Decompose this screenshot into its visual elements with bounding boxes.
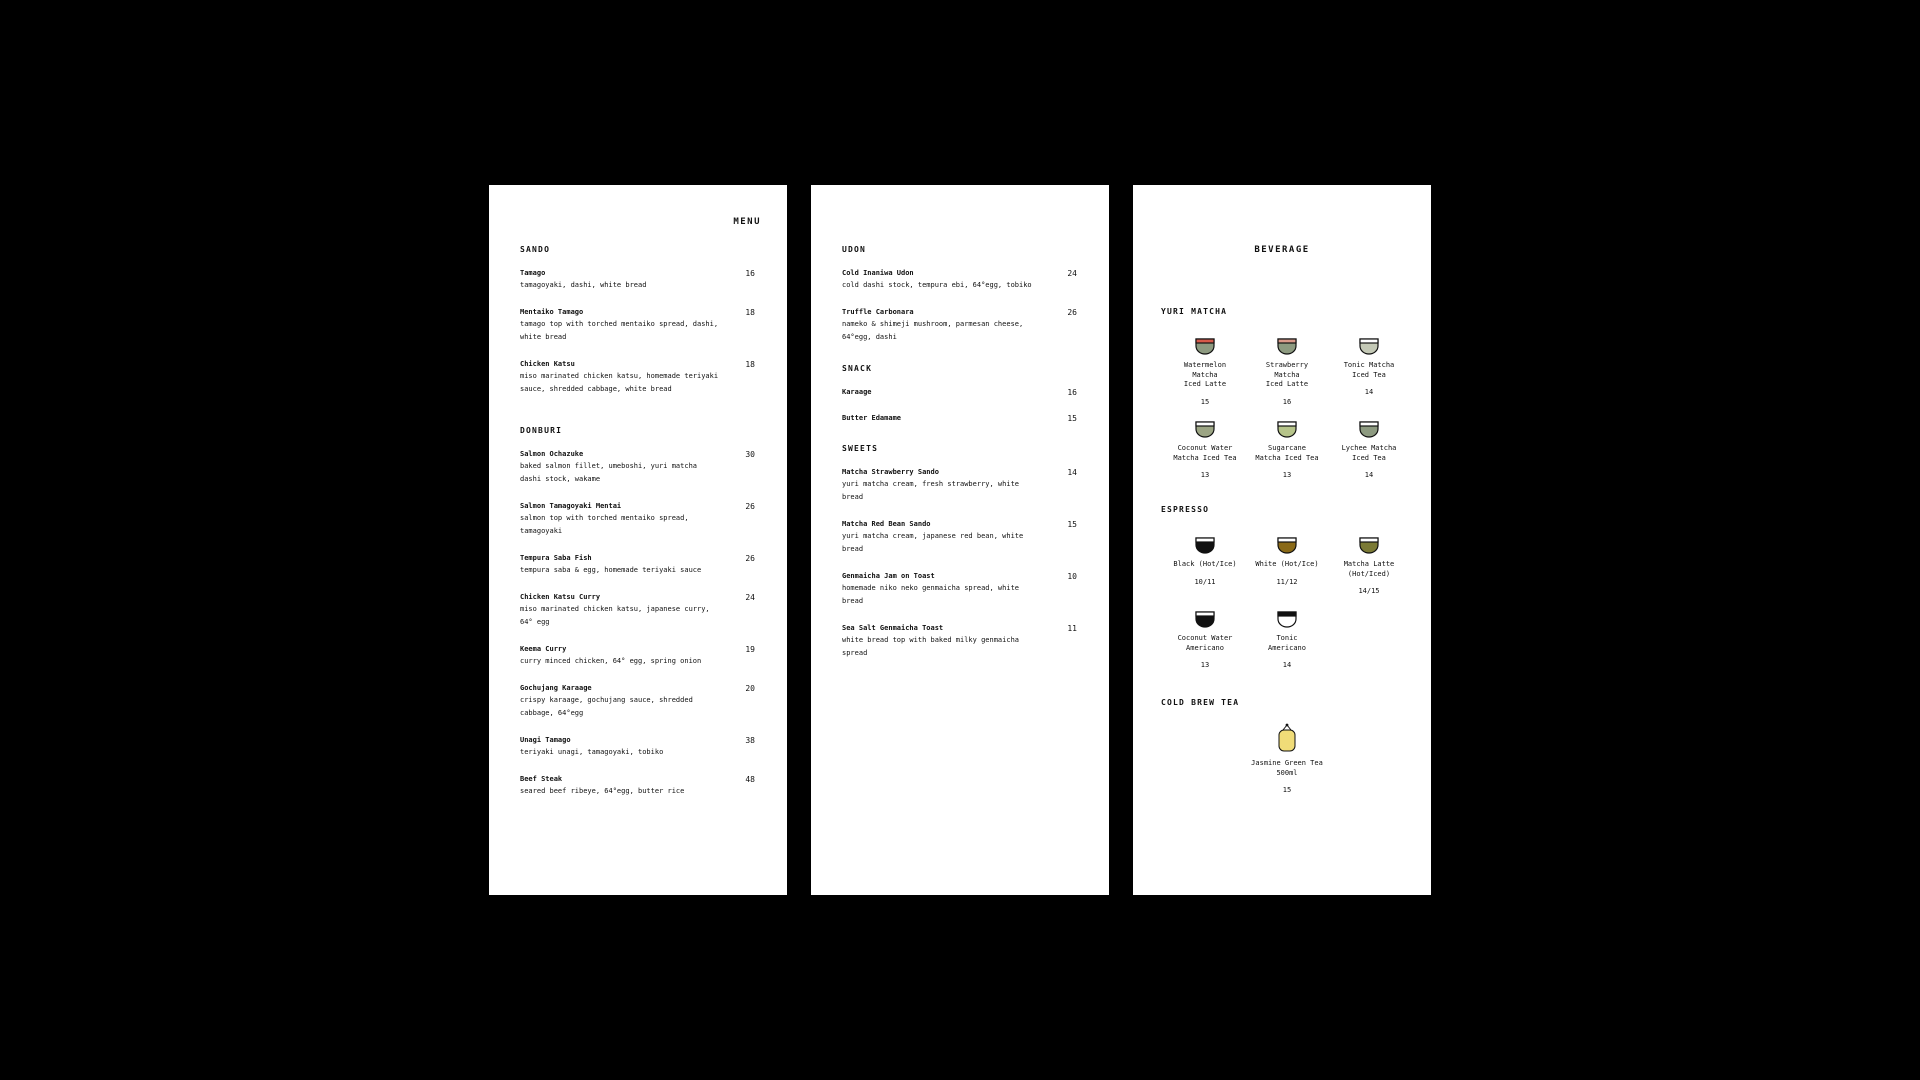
food-column: [520, 245, 755, 813]
beverage-title: BEVERAGE: [1254, 245, 1310, 255]
menu-item: [520, 774, 755, 798]
item-description: tamagoyaki, dashi, white bread: [520, 281, 647, 289]
drink-name: Tonic Matcha Iced Tea: [1343, 361, 1395, 379]
item-description: curry minced chicken, 64° egg, spring onion: [520, 657, 702, 665]
item-name: Sea Salt Genmaicha Toast: [842, 624, 944, 632]
item-description: seared beef ribeye, 64°egg, butter rice: [520, 787, 685, 795]
item-price: 11: [1067, 624, 1077, 633]
item-price: 15: [1067, 520, 1077, 529]
drink-price: 14: [1282, 661, 1292, 669]
food-column-2: [842, 245, 1077, 675]
drink-item: [1246, 723, 1328, 794]
section-heading: DONBURI: [520, 426, 563, 435]
drink-item: [1246, 338, 1328, 406]
item-description: salmon top with torched mentaiko spread, tamagoyaki: [520, 514, 689, 535]
menu-page-udon-snack-sweets: [811, 185, 1109, 895]
item-name: Matcha Red Bean Sando: [842, 520, 931, 528]
menu-section: [520, 426, 755, 798]
drink-name: Coconut Water Americano: [1177, 634, 1233, 652]
drink-name: Coconut Water Matcha Iced Tea: [1173, 444, 1237, 462]
drink-name: Black (Hot/Ice): [1173, 560, 1237, 568]
menu-item: [842, 413, 1077, 424]
item-description: baked salmon fillet, umeboshi, yuri matcha dashi stock, wakame: [520, 462, 698, 483]
item-price: 20: [745, 684, 755, 693]
item-description: tamago top with torched mentaiko spread, dashi, white bread: [520, 320, 719, 341]
menu-item: [520, 683, 755, 720]
beverage-section-heading: YURI MATCHA: [1161, 307, 1228, 316]
drink-name: Matcha Latte (Hot/Iced): [1343, 560, 1395, 578]
drink-item: [1164, 611, 1246, 669]
item-description: miso marinated chicken katsu, homemade teriyaki sauce, shredded cabbage, white bread: [520, 372, 719, 393]
item-name: Salmon Ochazuke: [520, 450, 584, 458]
drink-name: Tonic Americano: [1268, 634, 1306, 652]
item-description: teriyaki unagi, tamagoyaki, tobiko: [520, 748, 664, 756]
menu-page-food: [489, 185, 787, 895]
cup-icon: [1195, 537, 1215, 554]
item-price: 16: [745, 269, 755, 278]
item-price: 19: [745, 645, 755, 654]
cup-icon: [1195, 338, 1215, 355]
item-name: Salmon Tamagoyaki Mentai: [520, 502, 622, 510]
item-price: 18: [745, 308, 755, 317]
drink-name: White (Hot/Ice): [1255, 560, 1319, 568]
menu-title: MENU: [733, 217, 761, 227]
cup-icon: [1277, 338, 1297, 355]
drink-price: 14: [1364, 388, 1374, 396]
drink-price: 15: [1282, 786, 1292, 794]
drink-price: 14: [1364, 471, 1374, 479]
item-name: Unagi Tamago: [520, 736, 571, 744]
drink-price: 13: [1200, 661, 1210, 669]
menu-item: [842, 571, 1077, 608]
drink-name: Jasmine Green Tea 500ml: [1251, 759, 1323, 777]
drink-price: 11/12: [1276, 577, 1298, 586]
menu-page-beverage: [1133, 185, 1431, 895]
menu-section: [842, 364, 1077, 424]
drink-item: [1328, 421, 1410, 479]
item-description: yuri matcha cream, fresh strawberry, white bread: [842, 480, 1020, 501]
item-name: Cold Inaniwa Udon: [842, 269, 914, 277]
drink-name: Lychee Matcha Iced Tea: [1341, 444, 1397, 462]
drink-item: [1246, 611, 1328, 669]
menu-section: [520, 245, 755, 396]
drink-price: 10/11: [1194, 577, 1216, 586]
item-name: Genmaicha Jam on Toast: [842, 572, 935, 580]
item-price: 14: [1067, 468, 1077, 477]
drink-price: 13: [1282, 471, 1292, 479]
section-heading: SANDO: [520, 245, 551, 254]
menu-item: [520, 644, 755, 668]
section-heading: SNACK: [842, 364, 873, 373]
item-name: Gochujang Karaage: [520, 684, 592, 692]
drink-item: [1328, 537, 1410, 595]
item-name: Chicken Katsu: [520, 360, 575, 368]
cup-icon: [1277, 421, 1297, 438]
item-description: cold dashi stock, tempura ebi, 64°egg, tobiko: [842, 281, 1032, 289]
item-price: 15: [1067, 414, 1077, 423]
menu-item: [520, 307, 755, 344]
section-heading: UDON: [842, 245, 867, 254]
drink-name: Sugarcane Matcha Iced Tea: [1255, 444, 1319, 462]
cup-icon: [1359, 421, 1379, 438]
item-name: Keema Curry: [520, 645, 567, 653]
drink-item: [1328, 338, 1410, 396]
drink-item: [1164, 537, 1246, 586]
item-name: Truffle Carbonara: [842, 308, 914, 316]
menu-item: [520, 735, 755, 759]
menu-section: [842, 444, 1077, 660]
item-price: 24: [745, 593, 755, 602]
cup-icon: [1195, 611, 1215, 628]
menu-item: [520, 449, 755, 486]
drink-price: 14/15: [1358, 587, 1380, 595]
menu-item: [842, 307, 1077, 344]
drink-item: [1164, 421, 1246, 479]
item-name: Beef Steak: [520, 775, 563, 783]
drink-item: [1246, 421, 1328, 479]
item-price: 48: [745, 775, 755, 784]
item-name: Mentaiko Tamago: [520, 308, 584, 316]
item-price: 26: [745, 502, 755, 511]
drink-item: [1246, 537, 1328, 586]
cup-icon: [1195, 421, 1215, 438]
item-name: Butter Edamame: [842, 414, 902, 422]
drink-price: 16: [1282, 397, 1292, 406]
drink-item: [1164, 338, 1246, 406]
menu-item: [842, 268, 1077, 292]
item-description: miso marinated chicken katsu, japanese curry, 64° egg: [520, 605, 710, 626]
item-description: tempura saba & egg, homemade teriyaki sauce: [520, 566, 702, 574]
menu-item: [520, 501, 755, 538]
menu-item: [520, 592, 755, 629]
item-description: white bread top with baked milky genmaicha spread: [842, 636, 1020, 657]
item-description: homemade niko neko genmaicha spread, white bread: [842, 584, 1020, 605]
item-name: Tamago: [520, 269, 546, 277]
menu-item: [842, 387, 1077, 398]
section-heading: SWEETS: [842, 444, 879, 453]
bottle-icon: [1276, 723, 1298, 753]
menu-item: [520, 268, 755, 292]
item-price: 30: [745, 450, 755, 459]
menu-item: [842, 623, 1077, 660]
cup-icon: [1277, 611, 1297, 628]
item-price: 18: [745, 360, 755, 369]
beverage-section-heading: ESPRESSO: [1161, 505, 1210, 514]
item-description: yuri matcha cream, japanese red bean, white bread: [842, 532, 1024, 553]
cup-icon: [1277, 537, 1297, 554]
item-description: crispy karaage, gochujang sauce, shredded cabbage, 64°egg: [520, 696, 693, 717]
item-name: Tempura Saba Fish: [520, 554, 592, 562]
item-price: 38: [745, 736, 755, 745]
item-price: 26: [745, 554, 755, 563]
menu-item: [520, 359, 755, 396]
drink-name: Strawberry Matcha Iced Latte: [1265, 361, 1309, 388]
item-description: nameko & shimeji mushroom, parmesan cheese, 64°egg, dashi: [842, 320, 1024, 341]
drink-price: 13: [1200, 471, 1210, 479]
drink-price: 15: [1200, 397, 1210, 406]
drink-name: Watermelon Matcha Iced Latte: [1183, 361, 1227, 388]
beverage-section-heading: COLD BREW TEA: [1161, 698, 1240, 707]
cup-icon: [1359, 537, 1379, 554]
item-name: Chicken Katsu Curry: [520, 593, 601, 601]
menu-item: [842, 467, 1077, 504]
item-price: 26: [1067, 308, 1077, 317]
item-name: Karaage: [842, 388, 872, 396]
menu-item: [842, 519, 1077, 556]
cup-icon: [1359, 338, 1379, 355]
item-price: 10: [1067, 572, 1077, 581]
item-price: 16: [1067, 388, 1077, 397]
menu-item: [520, 553, 755, 577]
item-name: Matcha Strawberry Sando: [842, 468, 939, 476]
item-price: 24: [1067, 269, 1077, 278]
menu-section: [842, 245, 1077, 344]
